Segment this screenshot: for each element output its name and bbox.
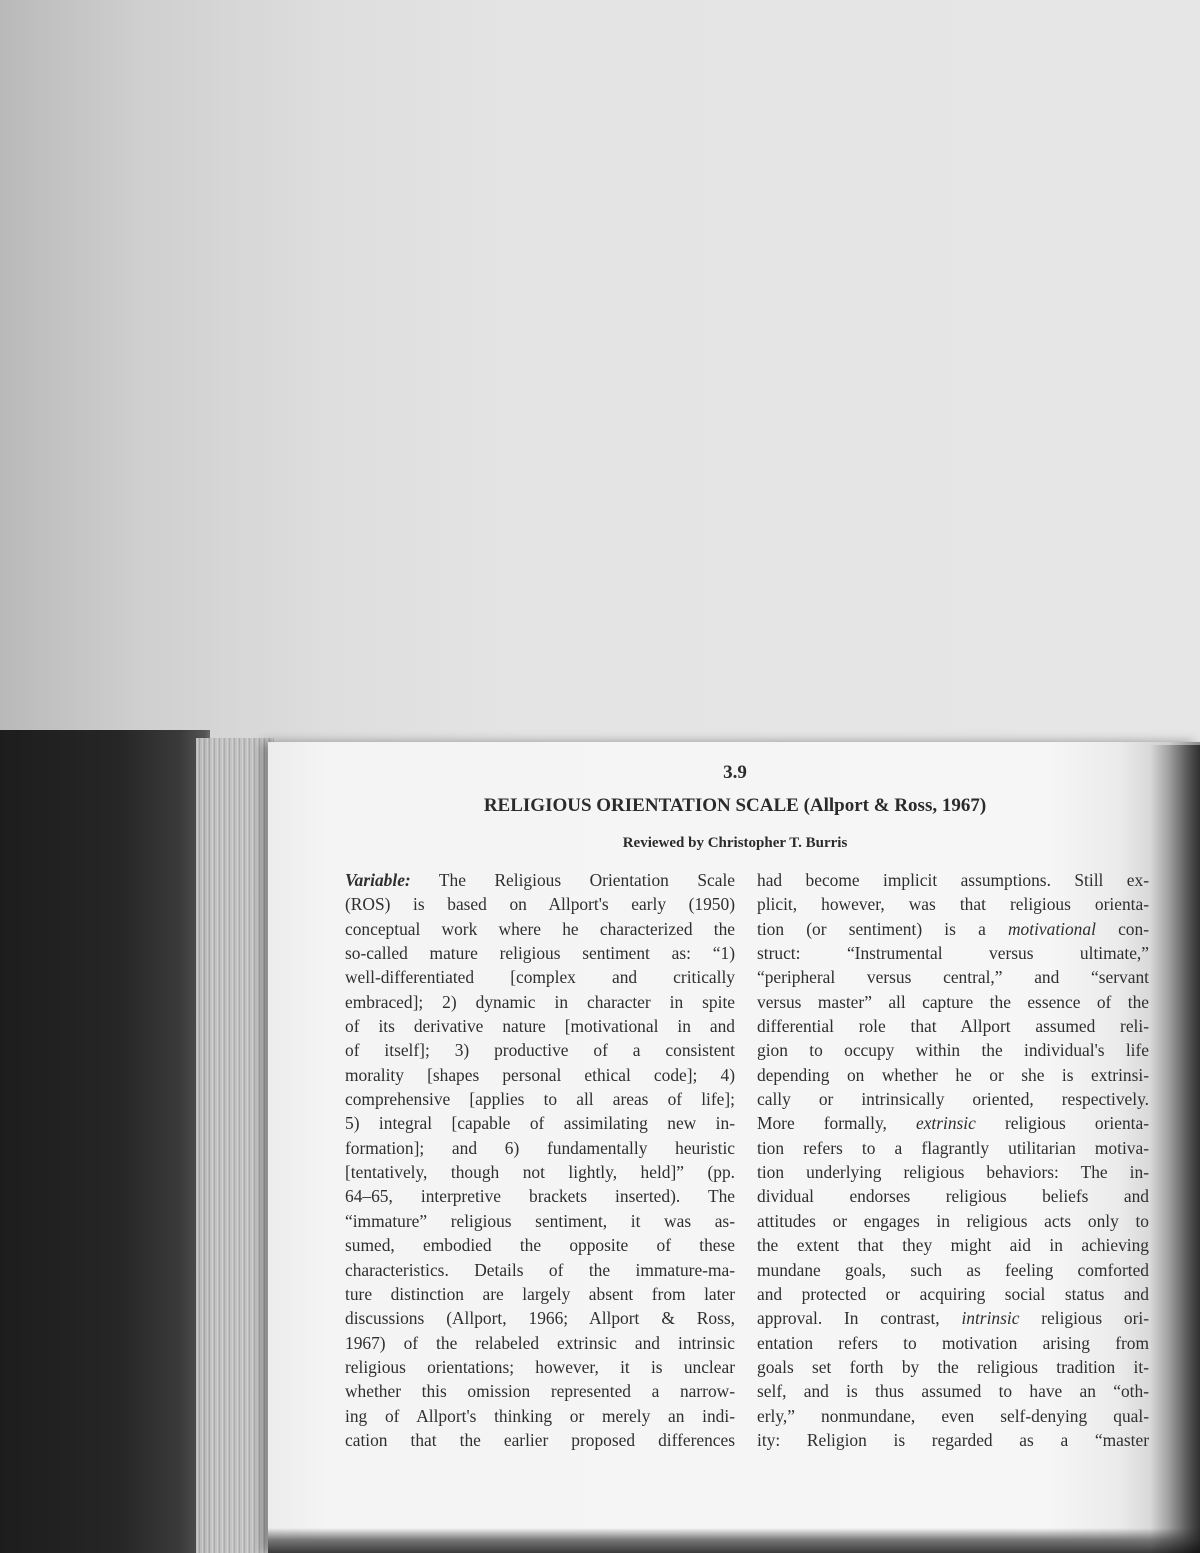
text-line: discussions (Allport, 1966; Allport & Ross,: [345, 1308, 735, 1329]
emphasis-intrinsic: intrinsic: [961, 1308, 1020, 1329]
text-line: 1967) of the relabeled extrinsic and intrinsic: [345, 1332, 735, 1353]
text-line: so-called mature religious sentiment as: “1): [345, 943, 735, 964]
text-line: mundane goals, such as feeling comforted: [757, 1259, 1149, 1280]
text-line: differential role that Allport assumed reli-: [757, 1016, 1149, 1037]
left-text-column: [345, 868, 735, 1452]
text-line: characteristics. Details of the immature-ma-: [345, 1259, 735, 1280]
reviewer-line: Reviewed by Christopher T. Burris: [622, 835, 848, 851]
text-line: depending on whether he or she is extrinsi-: [757, 1064, 1149, 1085]
text-line: ity: Religion is regarded as a “master: [757, 1429, 1149, 1450]
section-number: 3.9: [723, 762, 747, 783]
text-line: dividual endorses religious beliefs and: [757, 1186, 1149, 1207]
text-line: and protected or acquiring social status and: [757, 1283, 1149, 1304]
text-line: Variable: The Religious Orientation Scale: [345, 870, 735, 890]
page-bottom-shadow: [268, 1528, 1200, 1553]
emphasis-extrinsic: extrinsic: [915, 1113, 976, 1134]
text-line: approval. In contrast, intrinsic religious ori-: [757, 1308, 1149, 1329]
text-line: “immature” religious sentiment, it was as-: [345, 1210, 735, 1231]
text-line: ing of Allport's thinking or merely an indi-: [345, 1405, 735, 1426]
text-line: formation]; and 6) fundamentally heuristic: [345, 1137, 735, 1158]
text-line: attitudes or engages in religious acts only to: [757, 1210, 1149, 1231]
text-line: tion underlying religious behaviors: The in-: [757, 1162, 1149, 1183]
text-line: plicit, however, was that religious orienta-: [757, 894, 1149, 915]
text-line: tion refers to a flagrantly utilitarian motiva-: [757, 1137, 1149, 1158]
text-line: 64–65, interpretive brackets inserted). The: [345, 1186, 735, 1207]
text-line: “peripheral versus central,” and “servant: [757, 967, 1149, 988]
text-line: More formally, extrinsic religious orienta-: [757, 1113, 1149, 1134]
variable-label: Variable:: [345, 870, 411, 890]
text-line: tion (or sentiment) is a motivational con-: [757, 918, 1149, 939]
text-line: religious orientations; however, it is unclear: [345, 1356, 735, 1377]
text-line: conceptual work where he characterized the: [345, 918, 735, 939]
page-edges: [196, 738, 274, 1553]
book-spine-shadow: [0, 730, 210, 1553]
text-line: comprehensive [applies to all areas of life];: [345, 1089, 735, 1110]
text-line: gion to occupy within the individual's life: [757, 1040, 1149, 1061]
text-line: sumed, embodied the opposite of these: [345, 1235, 735, 1256]
text-line: whether this omission represented a narrow-: [345, 1381, 735, 1402]
text-line: entation refers to motivation arising from: [757, 1332, 1149, 1353]
text-line: versus master” all capture the essence of the: [757, 991, 1149, 1012]
section-title: RELIGIOUS ORIENTATION SCALE (Allport & Ross, 1967): [483, 795, 987, 816]
text-line: had become implicit assumptions. Still ex-: [757, 870, 1149, 890]
text-line: [tentatively, though not lightly, held]” (pp.: [345, 1162, 735, 1183]
text-line: struct: “Instrumental versus ultimate,”: [757, 943, 1149, 964]
text-line: erly,” nonmundane, even self-denying qual-: [757, 1405, 1149, 1426]
page-right-shadow: [1150, 745, 1200, 1553]
emphasis-motivational: motivational: [1007, 918, 1096, 939]
text-line: cally or intrinsically oriented, respectively.: [757, 1089, 1149, 1110]
text-line: ture distinction are largely absent from later: [345, 1283, 735, 1304]
text-line: the extent that they might aid in achieving: [757, 1235, 1149, 1256]
text-line: of itself]; 3) productive of a consistent: [345, 1040, 735, 1061]
text-line: embraced]; 2) dynamic in character in spite: [345, 991, 735, 1012]
text-line: morality [shapes personal ethical code]; 4): [345, 1064, 735, 1085]
text-line: goals set forth by the religious tradition it-: [757, 1356, 1149, 1377]
text-line: cation that the earlier proposed differences: [345, 1429, 735, 1450]
right-text-column: [757, 868, 1149, 1452]
text-line: of its derivative nature [motivational in and: [345, 1016, 735, 1037]
text-line: self, and is thus assumed to have an “oth-: [757, 1381, 1149, 1402]
text-line: well-differentiated [complex and critically: [345, 967, 735, 988]
text-line: 5) integral [capable of assimilating new in-: [345, 1113, 735, 1134]
text-line: (ROS) is based on Allport's early (1950): [345, 894, 735, 915]
